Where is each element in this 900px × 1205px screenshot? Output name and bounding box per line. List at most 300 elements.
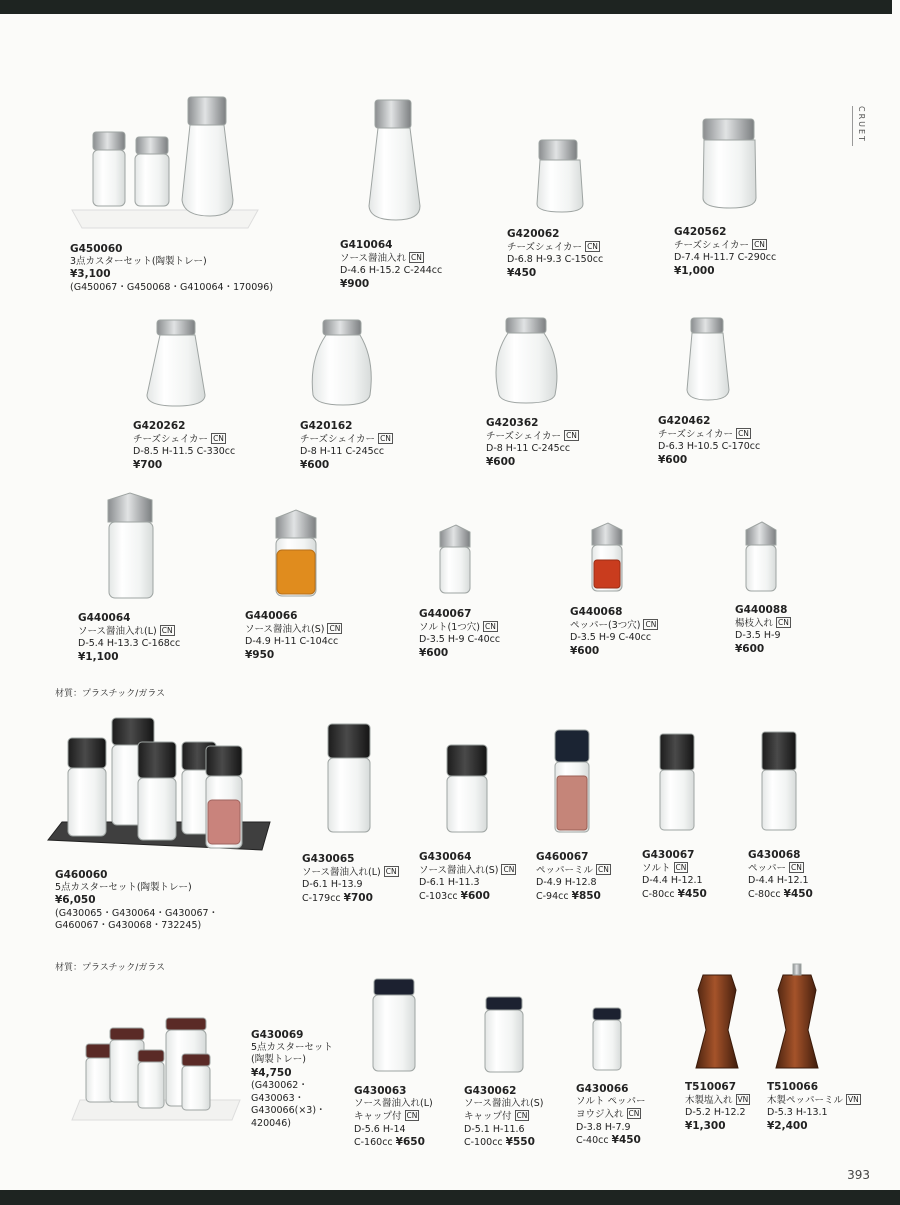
g410064-item-bottle <box>369 128 420 220</box>
product-detail-text: 5点カスターセット(陶製トレー) <box>55 881 192 893</box>
product-detail-line <box>576 1108 646 1122</box>
product-detail-text: ソース醤油入れ(S) <box>245 623 325 635</box>
product-code: G420262 <box>133 420 186 432</box>
product-code: G430068 <box>748 849 801 861</box>
set-mill-cap <box>206 746 242 776</box>
product-code: G420062 <box>507 228 560 240</box>
product-price: ¥3,100 <box>70 268 111 280</box>
product-detail-text: ヨウジ入れ <box>576 1109 624 1120</box>
item-G430069 <box>251 1029 333 1130</box>
origin-badge: CN <box>406 1111 418 1120</box>
product-detail-line <box>674 252 776 265</box>
product-detail-line <box>419 877 516 890</box>
item-G450060 <box>70 243 273 294</box>
g420062-jar <box>537 160 583 212</box>
price-line <box>419 890 516 904</box>
origin-badge: CN <box>587 241 598 251</box>
product-detail-line <box>735 630 791 643</box>
material-note-2: 材質：プラスチック/ガラス <box>55 963 166 973</box>
product-detail-text: D-4.4 H-12.1 <box>642 875 703 886</box>
section-tab: CRUET <box>852 106 866 146</box>
product-price: ¥550 <box>505 1136 535 1148</box>
origin-badge: VN <box>848 1094 859 1104</box>
set2-jar-2 <box>138 1062 164 1108</box>
item-G420362 <box>486 417 579 469</box>
product-detail-line <box>486 443 579 456</box>
product-detail-text: D-6.1 H-11.3 <box>419 877 480 888</box>
item-G430065 <box>302 853 399 905</box>
g440066-cap <box>276 510 316 538</box>
product-price: ¥950 <box>245 648 275 661</box>
product-detail-text: チーズシェイカー <box>486 430 562 442</box>
capacity-text: C-80cc <box>748 888 781 900</box>
price-line <box>748 888 813 902</box>
product-detail-line <box>536 864 611 878</box>
product-detail-line <box>464 1110 543 1124</box>
product-detail-line <box>300 446 393 459</box>
product-detail-text: ソルト(1つ穴) <box>419 621 480 633</box>
product-detail-line <box>78 625 180 639</box>
origin-badge: CN <box>791 862 802 872</box>
product-detail-text: ソルト <box>642 862 671 874</box>
product-price: ¥600 <box>300 458 330 471</box>
price-line <box>78 651 180 665</box>
product-detail-text: キャップ付 <box>354 1111 402 1122</box>
set2-cap-3 <box>138 1050 164 1062</box>
product-detail-line <box>767 1107 861 1120</box>
product-detail-line <box>674 239 776 253</box>
set2-cap-2 <box>110 1028 144 1040</box>
price-line <box>70 268 273 282</box>
item-G430062 <box>464 1085 543 1150</box>
product-price: ¥450 <box>611 1134 641 1146</box>
product-detail-text: D-5.6 H-14 <box>354 1123 406 1135</box>
price-line <box>245 649 342 663</box>
g440088-bottle <box>746 545 776 591</box>
origin-badge: CN <box>385 866 397 876</box>
origin-badge: CN <box>484 621 496 631</box>
origin-badge: CN <box>503 864 515 874</box>
product-detail-text: 楊枝入れ <box>735 617 774 629</box>
product-detail-line <box>70 256 273 269</box>
product-detail-line <box>302 879 399 892</box>
g410064-bottle <box>182 125 233 216</box>
item-G460060 <box>55 869 218 933</box>
set2-cap-4 <box>166 1018 206 1030</box>
origin-badge: CN <box>566 430 577 440</box>
set-contents: G460067・G430068・732245) <box>55 920 202 931</box>
product-detail-line <box>464 1124 543 1137</box>
capacity-text: C-94cc <box>536 890 569 902</box>
set-cap-3 <box>138 742 176 778</box>
bottom-bar <box>0 1190 900 1205</box>
product-detail-line <box>78 638 180 651</box>
set-contents: G430063・ <box>251 1092 305 1104</box>
origin-badge: CN <box>213 433 224 443</box>
product-price: ¥600 <box>460 889 490 902</box>
item-G440064 <box>78 612 180 664</box>
g450067-jar <box>93 150 125 206</box>
product-detail-line <box>735 617 791 631</box>
item-G420562 <box>674 226 776 278</box>
origin-badge: CN <box>161 625 173 635</box>
product-detail-line <box>642 875 707 888</box>
item-G430066 <box>576 1083 646 1148</box>
price-line <box>340 278 442 292</box>
product-price: ¥600 <box>735 642 765 655</box>
g420262-cap <box>157 320 195 335</box>
product-detail-text: ペッパーミル <box>536 864 594 876</box>
product-detail-text: D-5.2 H-12.2 <box>685 1107 746 1118</box>
g430062-cap <box>486 997 522 1010</box>
price-line <box>354 1136 433 1150</box>
product-detail-text: D-6.1 H-13.9 <box>302 879 363 890</box>
g420262-jar <box>147 335 205 406</box>
product-detail-text: チーズシェイカー <box>507 241 583 253</box>
product-price: ¥600 <box>486 455 516 468</box>
origin-badge: CN <box>598 864 609 874</box>
product-code: G410064 <box>340 239 393 251</box>
product-detail-text: チーズシェイカー <box>674 239 750 251</box>
product-detail-line <box>486 430 579 444</box>
product-price: ¥600 <box>658 453 688 466</box>
product-detail-text: ソース醤油入れ(S) <box>419 864 499 876</box>
price-line <box>576 1134 646 1148</box>
product-code: G430066 <box>576 1083 629 1095</box>
product-price: ¥600 <box>419 646 449 659</box>
price-line <box>486 456 579 470</box>
item-G430064 <box>419 851 516 903</box>
product-detail-line <box>507 254 603 267</box>
product-code: G430069 <box>251 1029 304 1041</box>
set2-cap-5 <box>182 1054 210 1066</box>
origin-badge: CN <box>645 619 657 629</box>
g440067-bottle <box>440 547 470 593</box>
product-detail-line <box>133 433 235 447</box>
set-contents: 420046) <box>251 1117 291 1129</box>
g430068-bottle <box>762 770 796 830</box>
product-price: ¥700 <box>133 458 163 471</box>
product-code: G440066 <box>245 610 298 622</box>
product-detail-line <box>685 1107 750 1120</box>
product-detail-text: D-3.5 H-9 C-40cc <box>570 632 652 643</box>
product-detail-text: チーズシェイカー <box>300 433 376 445</box>
product-detail-text: ソース醤油入れ(L) <box>78 625 157 637</box>
product-detail-text: ソース醤油入れ(L) <box>302 866 381 878</box>
product-price: ¥450 <box>677 887 707 900</box>
set-cap-1 <box>68 738 106 768</box>
product-detail-text: D-6.3 H-10.5 C-170cc <box>658 441 761 452</box>
t510066-mill <box>776 975 818 1068</box>
product-detail-text: チーズシェイカー <box>658 428 734 440</box>
product-detail-text: D-4.6 H-15.2 C-244cc <box>340 265 443 276</box>
product-code: G450060 <box>70 243 123 255</box>
product-detail-line <box>354 1098 433 1111</box>
product-price: ¥700 <box>343 891 373 904</box>
origin-badge: CN <box>675 862 687 872</box>
product-detail-line <box>570 632 658 645</box>
product-detail-line <box>354 1110 433 1124</box>
g430065-cap <box>328 724 370 758</box>
price-line <box>685 1120 750 1134</box>
product-detail-text: D-8.5 H-11.5 C-330cc <box>133 446 236 457</box>
product-price: ¥850 <box>571 889 601 902</box>
item-G460067 <box>536 851 611 903</box>
origin-badge: CN <box>754 239 765 249</box>
product-detail-line <box>536 877 611 890</box>
g430063-bottle <box>373 995 415 1071</box>
product-detail-line <box>245 623 342 637</box>
item-G420162 <box>300 420 393 472</box>
product-detail-text: 3点カスターセット(陶製トレー) <box>70 255 207 267</box>
product-code: G420562 <box>674 226 727 238</box>
product-detail-text: D-8 H-11 C-245cc <box>486 443 571 454</box>
ceramic-tray <box>72 210 258 228</box>
g430064-cap <box>447 745 487 776</box>
g450067-cap <box>93 132 125 150</box>
product-code: G420362 <box>486 417 539 429</box>
t510066-knob <box>793 964 801 975</box>
g440068-cap <box>592 523 622 545</box>
price-line <box>767 1120 861 1134</box>
page-number: 393 <box>847 1168 870 1182</box>
origin-badge: CN <box>628 1109 640 1118</box>
g440068-pepper <box>594 560 620 588</box>
product-detail-text: D-4.4 H-12.1 <box>748 875 809 886</box>
product-detail-line <box>419 621 500 635</box>
set-bottle-1 <box>68 768 106 836</box>
product-price: ¥1,100 <box>78 650 119 663</box>
product-detail-text: (陶製トレー) <box>251 1054 306 1065</box>
set-contents: (G450067・G450068・G410064・170096) <box>70 281 274 293</box>
g430067-cap <box>660 734 694 770</box>
g420162-cap <box>323 320 361 335</box>
price-line <box>300 459 393 473</box>
price-line <box>133 459 235 473</box>
product-detail-line <box>419 864 516 878</box>
g420462-cap <box>691 318 723 333</box>
product-detail-line <box>354 1124 433 1137</box>
product-detail-line <box>642 862 707 876</box>
product-detail-line <box>340 252 442 266</box>
product-detail-text: D-3.5 H-9 <box>735 630 781 641</box>
product-detail-text: D-5.3 H-13.1 <box>767 1107 828 1118</box>
g450068-cap <box>136 137 168 154</box>
g410064-cap <box>188 97 226 125</box>
g420062-cap <box>539 140 577 160</box>
product-detail-text: ソース醤油入れ <box>340 252 407 264</box>
product-detail-line <box>300 433 393 447</box>
set-contents: (G430062・ <box>251 1080 308 1091</box>
product-detail-text: D-8 H-11 C-245cc <box>300 446 385 457</box>
product-detail-text: D-4.9 H-11 C-104cc <box>245 636 339 647</box>
product-detail-text: 5点カスターセット <box>251 1041 333 1053</box>
origin-badge: CN <box>516 1111 528 1120</box>
price-line <box>419 647 500 661</box>
t510067-salt <box>696 975 738 1068</box>
material-note-1: 材質：プラスチック/ガラス <box>55 689 166 699</box>
product-price: ¥2,400 <box>767 1119 808 1132</box>
item-G430068 <box>748 849 813 901</box>
price-line <box>642 888 707 902</box>
g440088-cap <box>746 522 776 545</box>
product-price: ¥6,050 <box>55 894 96 906</box>
capacity-text: C-179cc <box>302 892 341 904</box>
product-detail-text: ペッパー <box>748 862 787 874</box>
origin-badge: CN <box>738 428 749 438</box>
capacity-text: C-40cc <box>576 1135 609 1146</box>
price-line <box>570 645 658 659</box>
product-code: G430062 <box>464 1085 517 1097</box>
product-detail-text: ペッパー(3つ穴) <box>570 619 641 631</box>
set-contents: (G430065・G430064・G430067・ <box>55 907 219 919</box>
product-code: T510066 <box>767 1081 818 1093</box>
product-price: ¥650 <box>395 1136 425 1148</box>
product-detail-text: D-6.8 H-9.3 C-150cc <box>507 254 604 265</box>
item-G430067 <box>642 849 707 901</box>
product-detail-text: 木製塩入れ <box>685 1094 733 1106</box>
product-detail-line <box>658 428 760 442</box>
product-detail-text: D-3.8 H-7.9 <box>576 1121 631 1133</box>
set-mill-pepper <box>208 800 240 844</box>
g410064-item-cap <box>375 100 411 128</box>
capacity-text: C-103cc <box>419 890 458 902</box>
g430068-cap <box>762 732 796 770</box>
product-detail-line <box>658 441 760 454</box>
product-detail-line <box>464 1098 543 1111</box>
product-code: G440068 <box>570 606 623 618</box>
price-line <box>735 643 791 657</box>
price-line <box>251 1067 333 1081</box>
g440064-bottle <box>109 522 153 598</box>
product-detail-line <box>685 1094 750 1108</box>
g440067-cap <box>440 525 470 547</box>
product-detail-line <box>302 866 399 880</box>
g420162-jar <box>312 335 371 405</box>
product-code: G420162 <box>300 420 353 432</box>
product-detail-text: D-5.1 H-11.6 <box>464 1123 525 1135</box>
product-detail-line <box>748 862 813 876</box>
price-line <box>55 894 218 908</box>
price-line <box>658 454 760 468</box>
product-code: G440088 <box>735 604 788 616</box>
g420562-cap <box>703 119 754 140</box>
product-detail-line <box>576 1096 646 1109</box>
product-detail-line <box>55 882 218 895</box>
item-T510066 <box>767 1081 861 1133</box>
g420362-cap <box>506 318 546 333</box>
item-G410064 <box>340 239 442 291</box>
product-code: G440067 <box>419 608 472 620</box>
product-code: G430065 <box>302 853 355 865</box>
item-G420462 <box>658 415 760 467</box>
product-detail-text: D-5.4 H-13.3 C-168cc <box>78 638 181 649</box>
origin-badge: VN <box>737 1094 749 1104</box>
set-contents: G430066(×3)・ <box>251 1105 326 1116</box>
product-code: G430064 <box>419 851 472 863</box>
product-detail-line <box>245 636 342 649</box>
product-detail-line <box>748 875 813 888</box>
product-price: ¥450 <box>507 266 537 279</box>
set2-jar-3 <box>182 1066 210 1110</box>
g420562-jar <box>703 140 756 208</box>
g440066-oil <box>277 550 315 594</box>
product-code: G430063 <box>354 1085 407 1097</box>
product-detail-line <box>576 1122 646 1135</box>
product-detail-text: キャップ付 <box>464 1111 512 1122</box>
g420462-jar <box>687 333 729 400</box>
g440064-cap <box>108 493 152 522</box>
product-detail-text: チーズシェイカー <box>133 433 209 445</box>
price-line <box>674 265 776 279</box>
product-detail-line <box>507 241 603 255</box>
product-code: G440064 <box>78 612 131 624</box>
product-detail-line <box>251 1054 333 1067</box>
g430067-bottle <box>660 770 694 830</box>
product-code: G460060 <box>55 869 108 881</box>
product-price: ¥900 <box>340 277 370 290</box>
g420362-jar <box>496 333 557 403</box>
product-price: ¥4,750 <box>251 1066 292 1079</box>
product-detail-text: ソルト ペッパー <box>576 1095 646 1107</box>
origin-badge: CN <box>411 252 422 262</box>
product-detail-line <box>767 1094 861 1108</box>
product-detail-text: D-3.5 H-9 C-40cc <box>419 634 501 645</box>
origin-badge: CN <box>380 433 391 443</box>
price-line <box>536 890 611 904</box>
product-detail-text: D-4.9 H-12.8 <box>536 877 597 888</box>
g450068-jar <box>135 154 169 206</box>
g460067-cap <box>555 730 589 762</box>
set-bottle-3 <box>138 778 176 840</box>
product-price: ¥1,300 <box>685 1119 726 1132</box>
price-line <box>464 1136 543 1150</box>
item-G430063 <box>354 1085 433 1150</box>
product-price: ¥1,000 <box>674 264 715 277</box>
g430065-bottle <box>328 758 370 832</box>
product-detail-text: 木製ペッパーミル <box>767 1094 844 1106</box>
product-detail-text: ソース醤油入れ(S) <box>464 1097 544 1109</box>
origin-badge: CN <box>329 623 341 633</box>
g460067-pepper <box>557 776 587 830</box>
price-line <box>507 267 603 281</box>
product-code: G430067 <box>642 849 695 861</box>
g430063-cap <box>374 979 414 995</box>
product-detail-text: D-7.4 H-11.7 C-290cc <box>674 252 777 263</box>
product-code: G460067 <box>536 851 589 863</box>
item-T510067 <box>685 1081 750 1133</box>
item-G420262 <box>133 420 235 472</box>
capacity-text: C-160cc <box>354 1137 393 1148</box>
product-detail-line <box>570 619 658 633</box>
item-G420062 <box>507 228 603 280</box>
product-detail-line <box>133 446 235 459</box>
item-G440067 <box>419 608 500 660</box>
product-detail-line <box>340 265 442 278</box>
product-detail-text: ソース醤油入れ(L) <box>354 1097 433 1109</box>
set-cap-2 <box>112 718 154 745</box>
capacity-text: C-100cc <box>464 1137 503 1148</box>
product-code: T510067 <box>685 1081 736 1093</box>
price-line <box>302 892 399 906</box>
g430064-bottle <box>447 776 487 832</box>
item-G440068 <box>570 606 658 658</box>
item-G440066 <box>245 610 342 662</box>
g430066-cap <box>593 1008 621 1020</box>
g430066-jar <box>593 1020 621 1070</box>
product-detail-line <box>419 634 500 647</box>
item-G440088 <box>735 604 791 656</box>
